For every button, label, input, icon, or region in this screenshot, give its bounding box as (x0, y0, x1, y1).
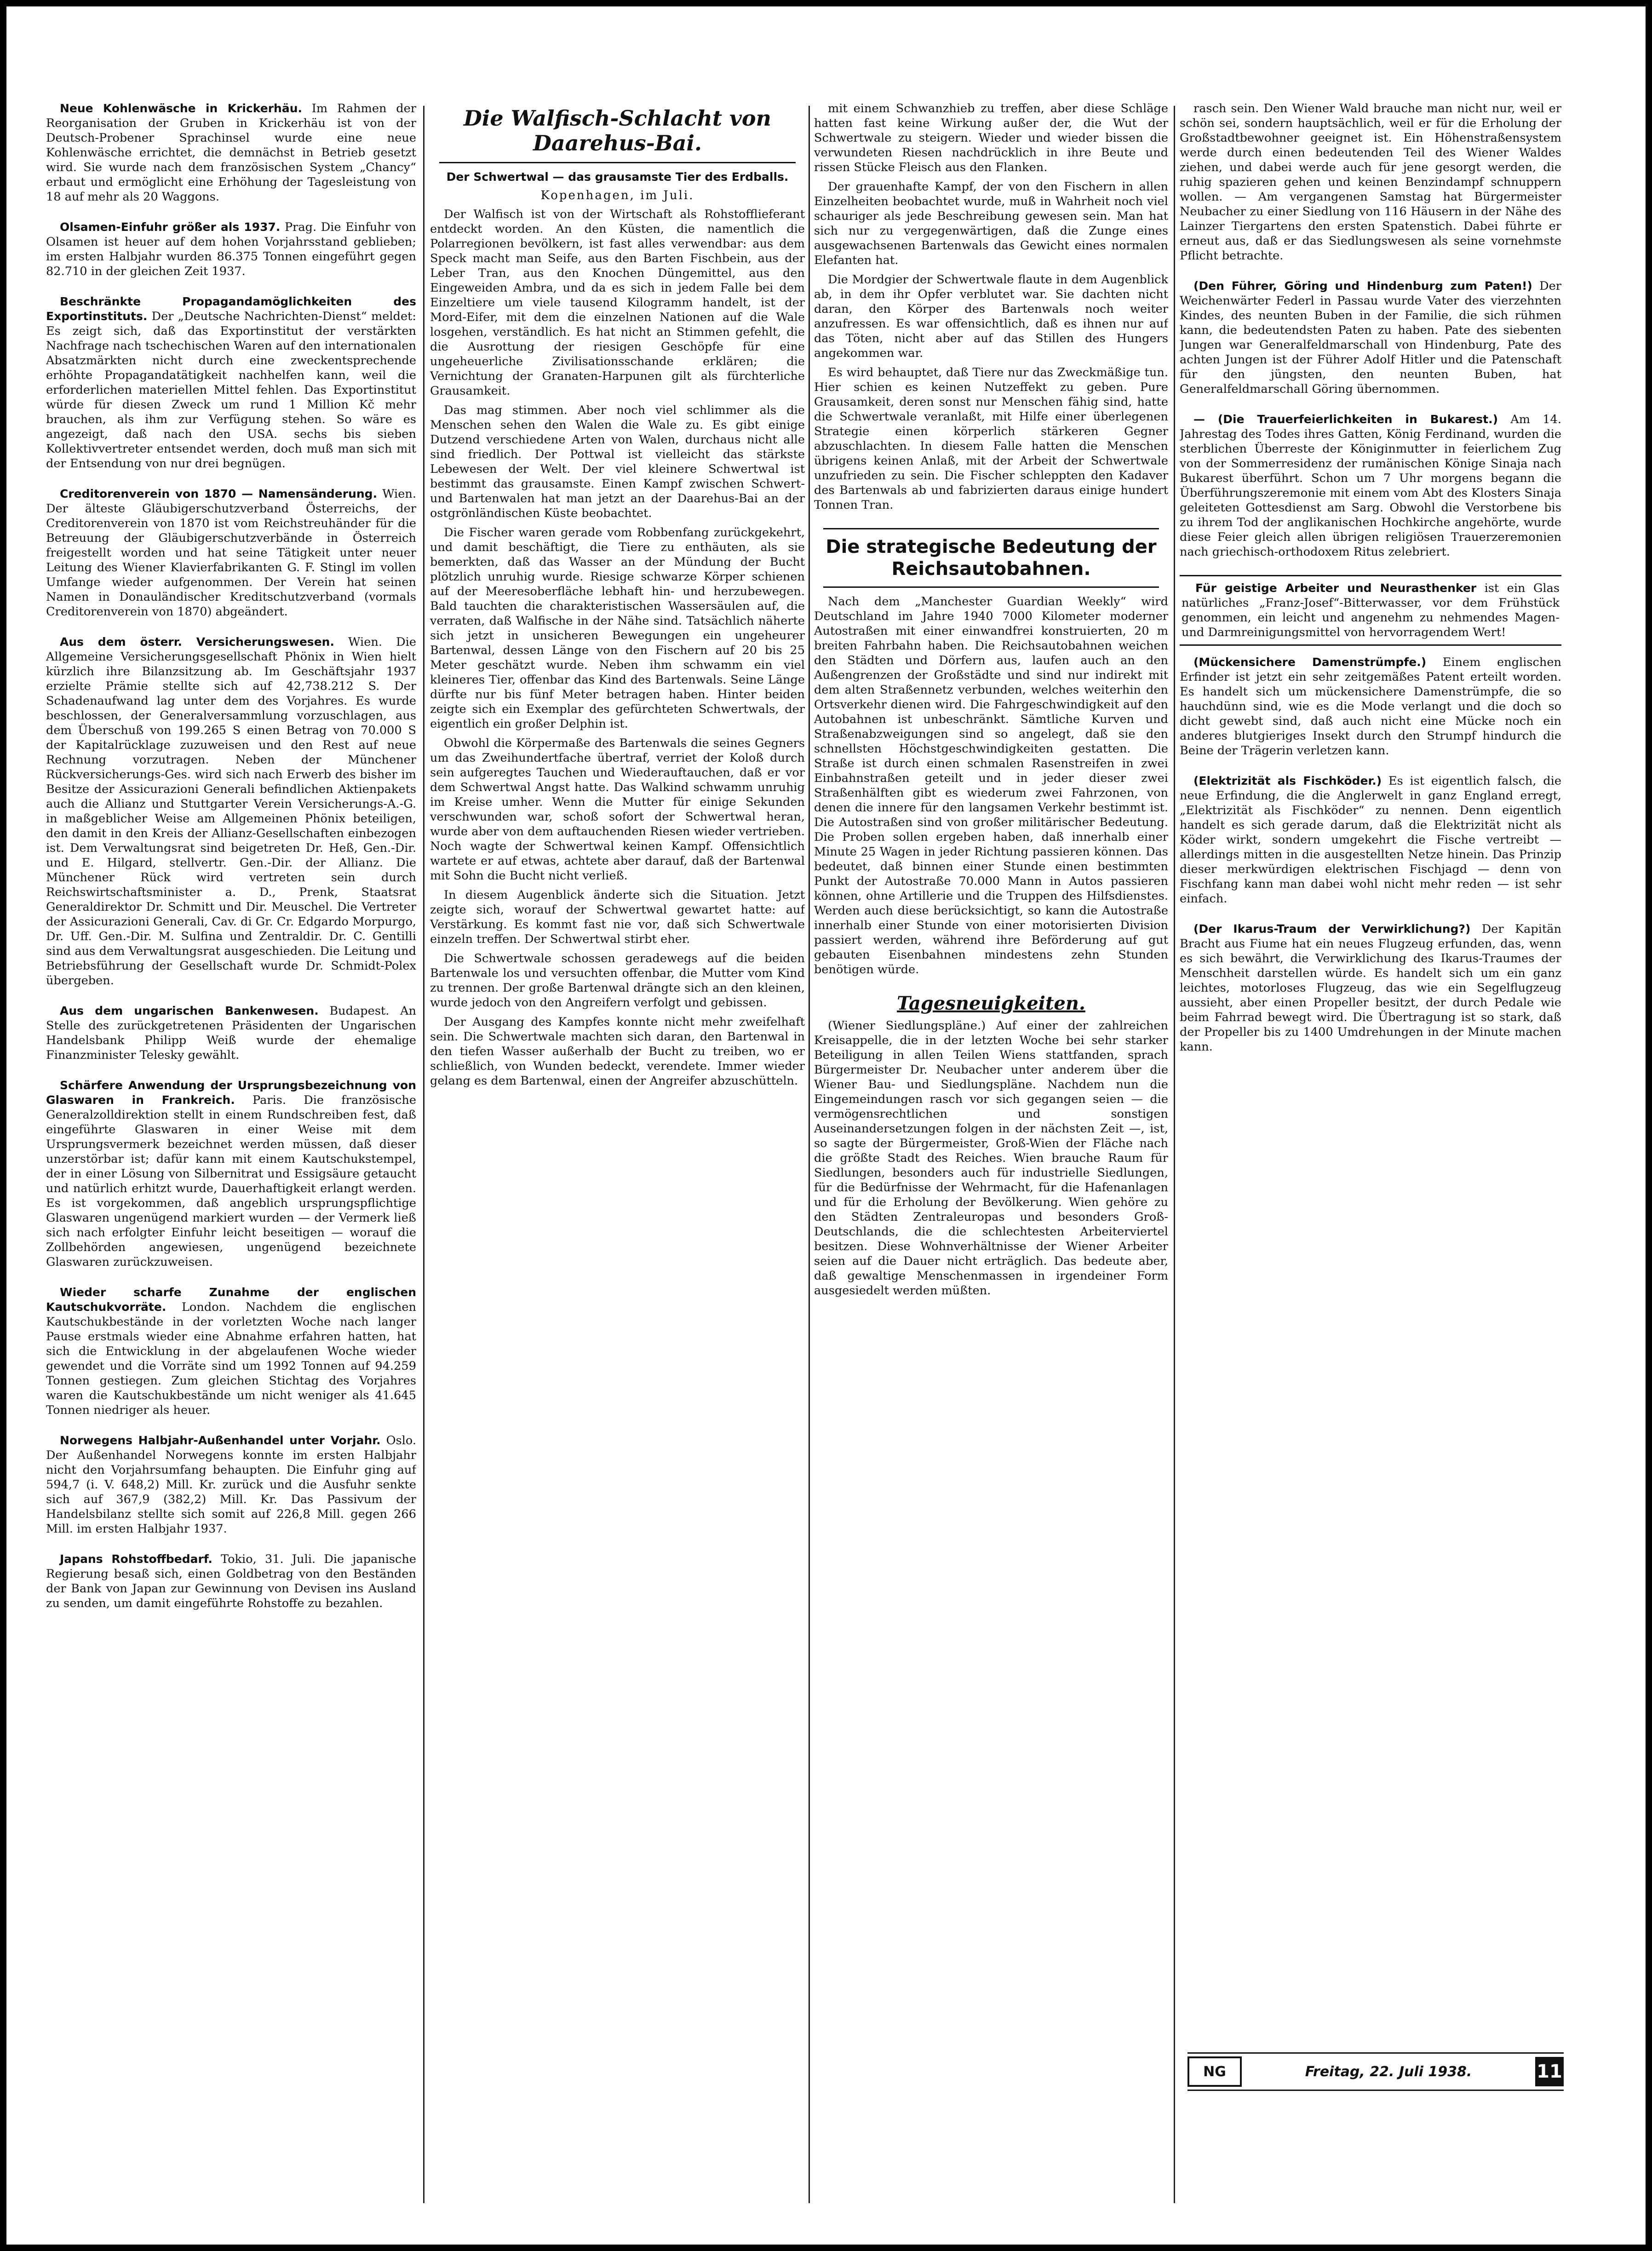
brief-headline: (Den Führer, Göring und Hindenburg zum Paten!) (1193, 279, 1532, 293)
paragraph: Nach dem „Manchester Guardian Weekly“ wird Deutschland im Jahre 1940 7000 Kilometer moderner Autostraßen mit einer einwandfrei konstruierten, 20 m breiten Fahrbahn haben. Die Reichsautobahnen weichen den Städten und Dörfern aus, laufen auch an den Außengrenzen der Großstädte und sind nur indirekt mit dem alten Straßennetz verbunden, welches weiterhin den Ortsverkehr dienen wird. Die Fahrgeschwindigkeit auf den Autobahnen ist unbeschränkt. Sämtliche Kurven und Straßenabzweigungen sind so angelegt, daß sie den schnellsten Höchstgeschwindigkeiten gestatten. Die Straße ist durch einen schmalen Rasenstreifen in zwei Einbahnstraßen geteilt und in jeder dieser zwei Straßenhälften gibt es wiederum zwei Fahrzonen, von denen die innere für den langsamen Verkehr bestimmt ist. Die Autostraßen sind von großer militärischer Bedeutung. Die Proben sollen ergeben haben, daß innerhalb einer Minute 25 Wagen in jeder Richtung passieren können. Das bedeutet, daß binnen einer Stunde einen bestimmten Punkt der Autostraße 70.000 Mann in Autos passieren können, ohne Artillerie und die Truppen des Hilfsdienstes. Werden auch diese berücksichtigt, so kann die Autostraße innerhalb einer Stunde von einer motorisierten Division passiert werden, während ihre Beförderung auf gut gebauten Eisenbahnen mindestens zehn Stunden benötigen würde. (814, 595, 1168, 976)
brief-headline: Für geistige Arbeiter und Neurasthenker (1195, 581, 1477, 595)
paragraph: Die Mordgier der Schwertwale flaute in dem Augenblick ab, in dem ihr Opfer verblutet war. Sie dachten nicht daran, den Körper des Bartenwals noch weiter anzufressen. Es war offensichtlich, daß es ihnen nur auf das Töten, nicht aber auf das Stillen des Hungers angekommen war. (814, 273, 1168, 360)
brief-headline: (Mückensichere Damenstrümpfe.) (1193, 655, 1427, 669)
column-three (814, 101, 1168, 2245)
brief-headline: Aus dem österr. Versicherungswesen. (60, 635, 334, 649)
news-brief (1180, 575, 1561, 646)
brief-text: Am 14. Jahrestag des Todes ihres Gatten, König Ferdinand, wurden die sterblichen Überreste der Königinmutter in feierlichem Zug von der Sommerresidenz der rumänischen Könige Sinaja nach Bukarest überführt. Schon um 7 Uhr morgens begann die Überführungszeremonie mit einem vom Abt des Klosters Sinaja geleiteten Gottesdienst am Sarg. Obwohl die Verstorbene bis zu ihrem Tod der anglikanischen Hochkirche angehörte, wurde diese Feier gleich allen übrigen religiösen Trauerzeremonien nach griechisch-orthodoxem Ritus zelebriert. (1180, 413, 1561, 559)
column-rule (809, 106, 810, 2203)
paragraph: In diesem Augenblick änderte sich die Situation. Jetzt zeigte sich, worauf der Schwertwal gewartet hatte: auf Verstärkung. Es kommt fast nie vor, daß sich Schwertwale einzeln treffen. Der Schwertwal stirbt eher. (430, 888, 805, 946)
brief-text: Im Rahmen der Reorganisation der Gruben in Krickerhäu ist von der Deutsch-Probener Sprachinsel wurde eine neue Kohlenwäsche errichtet, die demnächst in Betrieb gesetzt wird. Sie wurde nach dem französischen System „Chancy“ erbaut und ermöglicht eine Erhöhung der Tagesleistung von 18 auf mehr als 20 Waggons. (46, 102, 416, 204)
column-economy (46, 101, 416, 2125)
paragraph: Die Schwertwale schossen geradewegs auf die beiden Bartenwale los und versuchten offenbar, die Mutter vom Kind zu trennen. Der große Bartenwal drängte sich an den kleinen, wurde jedoch von den Angreifern verfolgt und gebissen. (430, 952, 805, 1010)
article-dateline: Kopenhagen, im Juli. (540, 189, 694, 202)
news-brief (46, 635, 416, 988)
article-subhead: Der Schwertwal — das grausamste Tier des Erdballs. (446, 170, 789, 184)
column-walfisch (430, 101, 805, 2245)
page-number: 11 (1535, 2057, 1564, 2086)
news-brief (1180, 655, 1561, 758)
brief-text: London. Nachdem die englischen Kautschukbestände in der vorletzten Woche nach langer Pause erstmals wieder eine Abnahme erfahren hatten, hat sich die Entwicklung in der abgelaufenen Woche wieder gewendet und die Vorräte sind um 1992 Tonnen auf 94.259 Tonnen gestiegen. Zum gleichen Stichtag des Vorjahres waren die Kautschukbestände um nicht weniger als 41.645 Tonnen niedriger als heuer. (46, 1300, 416, 1417)
paragraph: Es wird behauptet, daß Tiere nur das Zweckmäßige tun. Hier schien es keinen Nutzeffekt zu geben. Pure Grausamkeit, deren sonst nur Menschen fähig sind, hatte die Schwertwale veranlaßt, mit Hilfe einer überlegenen Strategie einen körperlich stärkeren Gegner abzuschlachten. In diesem Falle hatten die Menschen übrigens keinen Anlaß, mit der Arbeit der Schwertwale unzufrieden zu sein. Die Fischer schleppten den Kadaver des Bartenwals ab und fabrizierten daraus einige hundert Tonnen Tran. (814, 366, 1168, 512)
brief-headline: Schärfere Anwendung der Ursprungsbezeichnung von Glaswaren in Frankreich. (46, 1079, 416, 1107)
brief-text: Paris. Die französische Generalzolldirektion stellt in einem Rundschreiben fest, daß eingeführte Glaswaren in einer Weise mit dem Ursprungsvermerk bezeichnet werden müssen, daß dieser unzerstörbar ist; dafür kann mit einem Kautschukstempel, der in einer Lösung von Silbernitrat und Essigsäure getaucht und natürlich erhitzt wurde, Dauerhaftigkeit erlangt werden. Es ist vorgekommen, daß angeblich ursprungspflichtige Glaswaren ungenügend markiert wurden — der Vermerk ließ sich nach erfolgter Einfuhr leicht beseitigen — worauf die Zollbehörden angewiesen, ungenügend bezeichnete Glaswaren zurückzuweisen. (46, 1093, 416, 1269)
brief-headline: Olsamen-Einfuhr größer als 1937. (60, 220, 281, 234)
brief-text: Oslo. Der Außenhandel Norwegens konnte im ersten Halbjahr nicht den Vorjahrsumfang behaupten. Die Einfuhr ging auf 594,7 (i. V. 648,2) Mill. Kr. zurück und die Ausfuhr senkte sich auf 367,9 (382,2) Mill. Kr. Das Passivum der Handelsbilanz stellte sich somit auf 226,8 Mill. gegen 266 Mill. im ersten Halbjahr 1937. (46, 1434, 416, 1536)
brief-text: Wien. Die Allgemeine Versicherungsgesellschaft Phönix in Wien hielt kürzlich ihre Bilanzsitzung ab. Im Geschäftsjahr 1937 erzielte Prämie stellte sich auf 42,738.212 S. Der Schadenaufwand lag unter dem des Vorjahres. Es wurde beschlossen, der Generalversammlung vorzuschlagen, aus dem Überschuß von 199.265 S einen Betrag von 70.000 S der Kapitalrücklage zuzuweisen und den Rest auf neue Rechnung vorzutragen. Neben der Münchener Rückversicherungs-Ges. wird sich nach Erwerb des bisher im Besitze der Assicurazioni Generali befindlichen Aktienpakets auch die Allianz und Stuttgarter Verein Versicherungs-A.-G. in maßgeblicher Weise am Allgemeinen Phönix beteiligen, den damit in den Kreis der Allianz-Gesellschaften einbezogen ist. Dem Verwaltungsrat sind beigetreten Dr. Heß, Gen.-Dir. und E. Hilgard, stellvertr. Gen.-Dir. der Allianz. Die Münchener Rück wird vertreten sein durch Reichswirtschaftsminister a. D., Prenk, Staatsrat Generaldirektor Dr. Schmitt und Dir. Meuschel. Die Vertreter der Assicurazioni Generali, Cav. di Gr. Cr. Edgardo Morpurgo, Dr. Uff. Gen.-Dir. M. Sulfina und Zentraldir. Dr. C. Gentilli sind aus dem Verwaltungsrat ausgeschieden. Die Leitung und Betriebsführung der Gesellschaft wurde Dr. Schmidt-Polex übergeben. (46, 635, 416, 988)
paragraph: (Wiener Siedlungspläne.) Auf einer der zahlreichen Kreisappelle, die in der letzten Woche bei sehr starker Beteiligung in allen Teilen Wiens stattfanden, sprach Bürgermeister Dr. Neubacher unter anderem über die Wiener Bau- und Siedlungspläne. Nachdem nun die Eingemeindungen rasch vor sich gegangen seien — die vermögensrechtlichen und sonstigen Auseinandersetzungen folgen in der nächsten Zeit —, ist, so sagte der Bürgermeister, Groß-Wien der Fläche nach die größte Stadt des Reiches. Wien brauche Raum für Siedlungen, besonders auch für industrielle Siedlungen, für die Bedürfnisse der Wehrmacht, für die Hafenanlagen und für die Erholung der Bevölkerung. Wien gehöre zu den Städten Zentraleuropas und besonders Groß-Deutschlands, die die schlechtesten Arbeiterviertel besitzen. Diese Wohnverhältnisse der Wiener Arbeiter seien auf die Dauer nicht erträglich. Das bedeute aber, daß gewaltige Menschenmassen in irgendeiner Form ausgesiedelt werden müßten. (814, 1019, 1168, 1298)
news-brief (46, 1552, 416, 1611)
paragraph: mit einem Schwanzhieb zu treffen, aber diese Schläge hatten fast keine Wirkung außer der, die Wut der Schwertwale zu steigern. Wieder und wieder bissen die verwundeten Riesen nachdrücklich in ihre Beute und rissen Stücke Fleisch aus den Flanken. (814, 102, 1168, 174)
news-brief (46, 101, 416, 204)
tagesneuigkeiten-body (814, 1018, 1168, 1298)
brief-text: Budapest. An Stelle des zurückgetretenen Präsidenten der Ungarischen Handelsbank Philipp Weiß wurde der ehemalige Finanzminister Telesky gewählt. (46, 1004, 416, 1062)
brief-headline: Beschränkte Propagandamöglichkeiten des Exportinstituts. (46, 295, 416, 323)
article-body-continued (814, 101, 1168, 512)
divider (439, 162, 796, 163)
news-brief (46, 1078, 416, 1269)
brief-text: rasch sein. Den Wiener Wald brauche man nicht nur, weil er schön sei, sondern hauptsächlich, weil er für die Erholung der Großstadtbewohner geeignet ist. Ein Höhenstraßensystem werde durch einen bedeutenden Teil des Wiener Waldes ziehen, und dabei werde auch für jene gesorgt werden, die ruhig spazieren gehen und keinen Benzindampf schnuppern wollen. — Am vergangenen Samstag hat Bürgermeister Neubacher zu einer Siedlung von 116 Häusern in der Nähe des Lainzer Tiergartens den ersten Spatenstich. Dabei führte er erneut aus, daß er das Siedlungswesen als seine vornehmste Pflicht betrachte. (1180, 102, 1561, 263)
paragraph: Der grauenhafte Kampf, der von den Fischern in allen Einzelheiten beobachtet wurde, muß in Wahrheit noch viel schauriger als jede Beschreibung gewesen sein. Man hat sich nur zu vergegenwärtigen, daß die Zunge eines ausgewachsenen Bartenwals das Gewicht eines normalen Elefanten hat. (814, 180, 1168, 267)
news-brief (1180, 412, 1561, 559)
news-brief (1180, 279, 1561, 396)
paragraph: Der Walfisch ist von der Wirtschaft als Rohstofflieferant entdeckt worden. An den Küsten, die namentlich die Polarregionen bevölkern, ist fast alles verwendbar: aus dem Speck macht man Seife, aus den Barten Fischbein, aus der Leber Tran, aus den Knochen Düngemittel, aus den Eingeweiden Ambra, und da es sich in jedem Falle bei dem Einzeltiere um viele tausend Kilogramm handelt, ist der Mord-Eifer, mit dem die einzelnen Nationen auf die Wale losgehen, verständlich. Es hat nicht an Stimmen gefehlt, die die Ausrottung der riesigen Geschöpfe für eine ungeheuerliche Zivilisationsschande erklären; die Vernichtung der Granaten-Harpunen gilt als fürchterliche Grausamkeit. (430, 207, 805, 398)
brief-text: Einem englischen Erfinder ist jetzt ein sehr zeitgemäßes Patent erteilt worden. Es handelt sich um mückensichere Damenstrümpfe, die so hauchdünn sind, wie es die Mode verlangt und die doch so dicht gewebt sind, daß auch nicht eine Mücke noch ein anderes blutgieriges Insekt durch den Strumpf hindurch die Beine der Trägerin verletzen kann. (1180, 655, 1561, 758)
article-body (430, 207, 805, 1088)
column-rule (1174, 106, 1175, 2203)
news-brief (46, 294, 416, 471)
brief-text: Der Weichenwärter Federl in Passau wurde Vater des vierzehnten Kindes, des neunten Buben in der Familie, die sich rühmen kann, die bedeutendsten Paten zu haben. Pate des siebenten Jungen war Generalfeldmarschall von Hindenburg, Pate des achten Jungen ist der Führer Adolf Hitler und die Patenschaft für den jüngsten, den neunten Buben, hat Generalfeldmarschall Göring übernommen. (1180, 279, 1561, 396)
news-brief (46, 1433, 416, 1536)
divider (823, 586, 1159, 588)
news-brief (46, 1285, 416, 1418)
brief-headline: (Elektrizität als Fischköder.) (1193, 774, 1382, 787)
divider (823, 528, 1159, 529)
brief-headline: Japans Rohstoffbedarf. (60, 1552, 212, 1566)
brief-headline: Wieder scharfe Zunahme der englischen Kautschukvorräte. (46, 1286, 416, 1314)
column-rule (423, 106, 424, 2203)
brief-text: Wien. Der älteste Gläubigerschutzverband Österreichs, der Creditorenverein von 1870 ist vom Reichstreuhänder für die Betreuung der Gläubigerschutzverbände in Österreich freigestellt worden und hat seine Tätigkeit unter neuer Leitung des Wiener Klavierfabrikanten G. F. Stingl im vollen Umfange wieder aufgenommen. Der Verein hat seinen Namen in Donauländischer Kreditschutzverband (vormals Creditorenverein von 1870) abgeändert. (46, 487, 416, 619)
brief-headline: Neue Kohlenwäsche in Krickerhäu. (60, 102, 302, 115)
reichsautobahn-body (814, 594, 1168, 977)
paragraph: Das mag stimmen. Aber noch viel schlimmer als die Menschen sehen den Walen die Wale zu. Es gibt einige Dutzend verschiedene Arten von Walen, durchaus nicht alle sind friedlich. Der Pottwal ist vielleicht das stärkste Lebewesen der Welt. Der viel kleinere Schwertwal ist bestimmt das grausamste. Einen Kampf zwischen Schwert- und Bartenwalen hat man jetzt an der Daarehus-Bai an der ostgrönländischen Küste beobachtet. (430, 403, 805, 520)
newspaper-logo: NG (1187, 2056, 1242, 2087)
brief-text: Es ist eigentlich falsch, die neue Erfindung, die die Anglerwelt in ganz England erregt, „Elektrizität als Fischköder“ zu nennen. Denn eigentlich handelt es sich gerade darum, daß die Elektrizität nicht als Köder wirkt, sondern umgekehrt die Fische vertreibt — allerdings mitten in die ausgestellten Netze hinein. Das Prinzip dieser merkwürdigen elektrischen Fischjagd — denn von Fischfang kann man dabei wohl nicht mehr reden — ist sehr einfach. (1180, 774, 1561, 906)
brief-text: Der Kapitän Bracht aus Fiume hat ein neues Flugzeug erfunden, das, wenn es sich bewährt, die Verwirklichung des Ikarus-Traumes der Menschheit darstellen würde. Es handelt sich um ein ganz leichtes, motorloses Flugzeug, das wie ein Segelflugzeug aussieht, aber einen Propeller besitzt, der durch Pedale wie beim Fahrrad bewegt wird. Die Übertragung ist so stark, daß der Propeller bis zu 1400 Umdrehungen in der Minute machen kann. (1180, 922, 1561, 1054)
page-footer (1187, 2052, 1564, 2091)
news-brief (46, 1004, 416, 1062)
paragraph: Der Ausgang des Kampfes konnte nicht mehr zweifelhaft sein. Die Schwertwale machten sich daran, den Bartenwal in den tiefen Wasser außerhalb der Bucht zu treiben, wo er schließlich, von Wunden bedeckt, verendete. Immer wieder gelang es dem Bartenwal, einen der Angreifer abzuschütteln. (430, 1015, 805, 1088)
tagesneuigkeiten-title: Tagesneuigkeiten. (897, 993, 1085, 1014)
brief-headline: (Der Ikarus-Traum der Verwirklichung?) (1193, 922, 1471, 936)
brief-text: Prag. Die Einfuhr von Olsamen ist heuer auf dem hohen Vorjahrsstand geblieben; im ersten Halbjahr wurden 86.375 Tonnen eingeführt gegen 82.710 in der gleichen Zeit 1937. (46, 220, 416, 278)
news-brief (1180, 774, 1561, 906)
news-brief (46, 487, 416, 619)
paragraph: Obwohl die Körpermaße des Bartenwals die seines Gegners um das Zweihundertfache übertraf, verriet der Koloß durch sein aufgeregtes Tauchen und Wiederauftauchen, daß er vor dem Schwertwal Angst hatte. Das Walkind schwamm unruhig im Kreise umher. Wenn die Mutter für einige Sekunden verschwunden war, schoß sofort der Schwertwal heran, wurde aber von dem auftauchenden Riesen wieder vertrieben. Noch wagte der Schwertwal keinen Kampf. Offensichtlich wartete er auf etwas, achtete aber darauf, daß der Bartenwal mit Sohn die Bucht nicht verließ. (430, 736, 805, 883)
brief-text: Tokio, 31. Juli. Die japanische Regierung besaß sich, einen Goldbetrag von den Beständen der Bank von Japan zur Gewinnung von Devisen ins Ausland zu senden, um damit eingeführte Rohstoffe zu bezahlen. (46, 1552, 416, 1610)
brief-headline: Norwegens Halbjahr-Außenhandel unter Vorjahr. (60, 1434, 381, 1447)
brief-headline: Aus dem ungarischen Bankenwesen. (60, 1004, 319, 1017)
news-brief (46, 220, 416, 279)
brief-headline: — (Die Trauerfeierlichkeiten in Bukarest.) (1193, 413, 1498, 426)
article-title: Die Walfisch-Schlacht von Daarehus-Bai. (464, 106, 771, 155)
news-brief (1180, 922, 1561, 1054)
brief-text: Der „Deutsche Nachrichten-Dienst“ meldet: Es zeigt sich, daß das Exportinstitut der verstärkten Nachfrage nach tschechischen Waren auf den internationalen Absatzmärkten nicht durch eine zweckentsprechende erhöhte Propagandatätigkeit nachhelfen kann, weil die erforderlichen materiellen Mittel fehlen. Das Exportinstitut würde für diesen Zweck um rund 1 Million Kč mehr brauchen, als ihm zur Verfügung stehen. So wäre es angezeigt, daß nach den USA. sechs bis sieben Kollektivvertreter entsendet werden, doch muß man sich mit der Entsendung von nur drei begnügen. (46, 310, 416, 471)
paragraph: Die Fischer waren gerade vom Robbenfang zurückgekehrt, und damit beschäftigt, die Tiere zu enthäuten, als sie bemerkten, daß das Wasser an der Mündung der Bucht plötzlich unruhig wurde. Riesige schwarze Körper schienen auf der Meeresoberfläche lebhaft hin- und herzubewegen. Bald tauchten die charakteristischen Wassersäulen auf, die verraten, daß Walfische in der Nähe sind. Tatsächlich näherte sich jetzt in unsicheren Bewegungen ein ungeheurer Bartenwal, dessen Länge von den Fischern auf 20 bis 25 Meter geschätzt wurde. Neben ihm schwamm ein viel kleineres Tier, offenbar das Kind des Bartenwals. Seine Länge dürfte nur bis fünf Meter betragen haben. Hinter beiden zeigte sich ein Exemplar des gefürchteten Schwertwals, der eigentlich ein großer Delphin ist. (430, 526, 805, 731)
footer-date: Freitag, 22. Juli 1938. (1305, 2063, 1472, 2080)
brief-headline: Creditorenverein von 1870 — Namensänderung. (60, 487, 378, 500)
column-four (1180, 101, 1561, 2033)
reichsautobahn-title: Die strategische Bedeutung der Reichsautobahnen. (826, 536, 1157, 580)
news-brief (1180, 101, 1561, 263)
brief-text: ist ein Glas natürliches „Franz-Josef“-Bitterwasser, vor dem Frühstück genommen, ein leicht und angenehm zu nehmendes Magen- und Darmreinigungsmittel von hervorragendem Wert! (1182, 581, 1560, 639)
